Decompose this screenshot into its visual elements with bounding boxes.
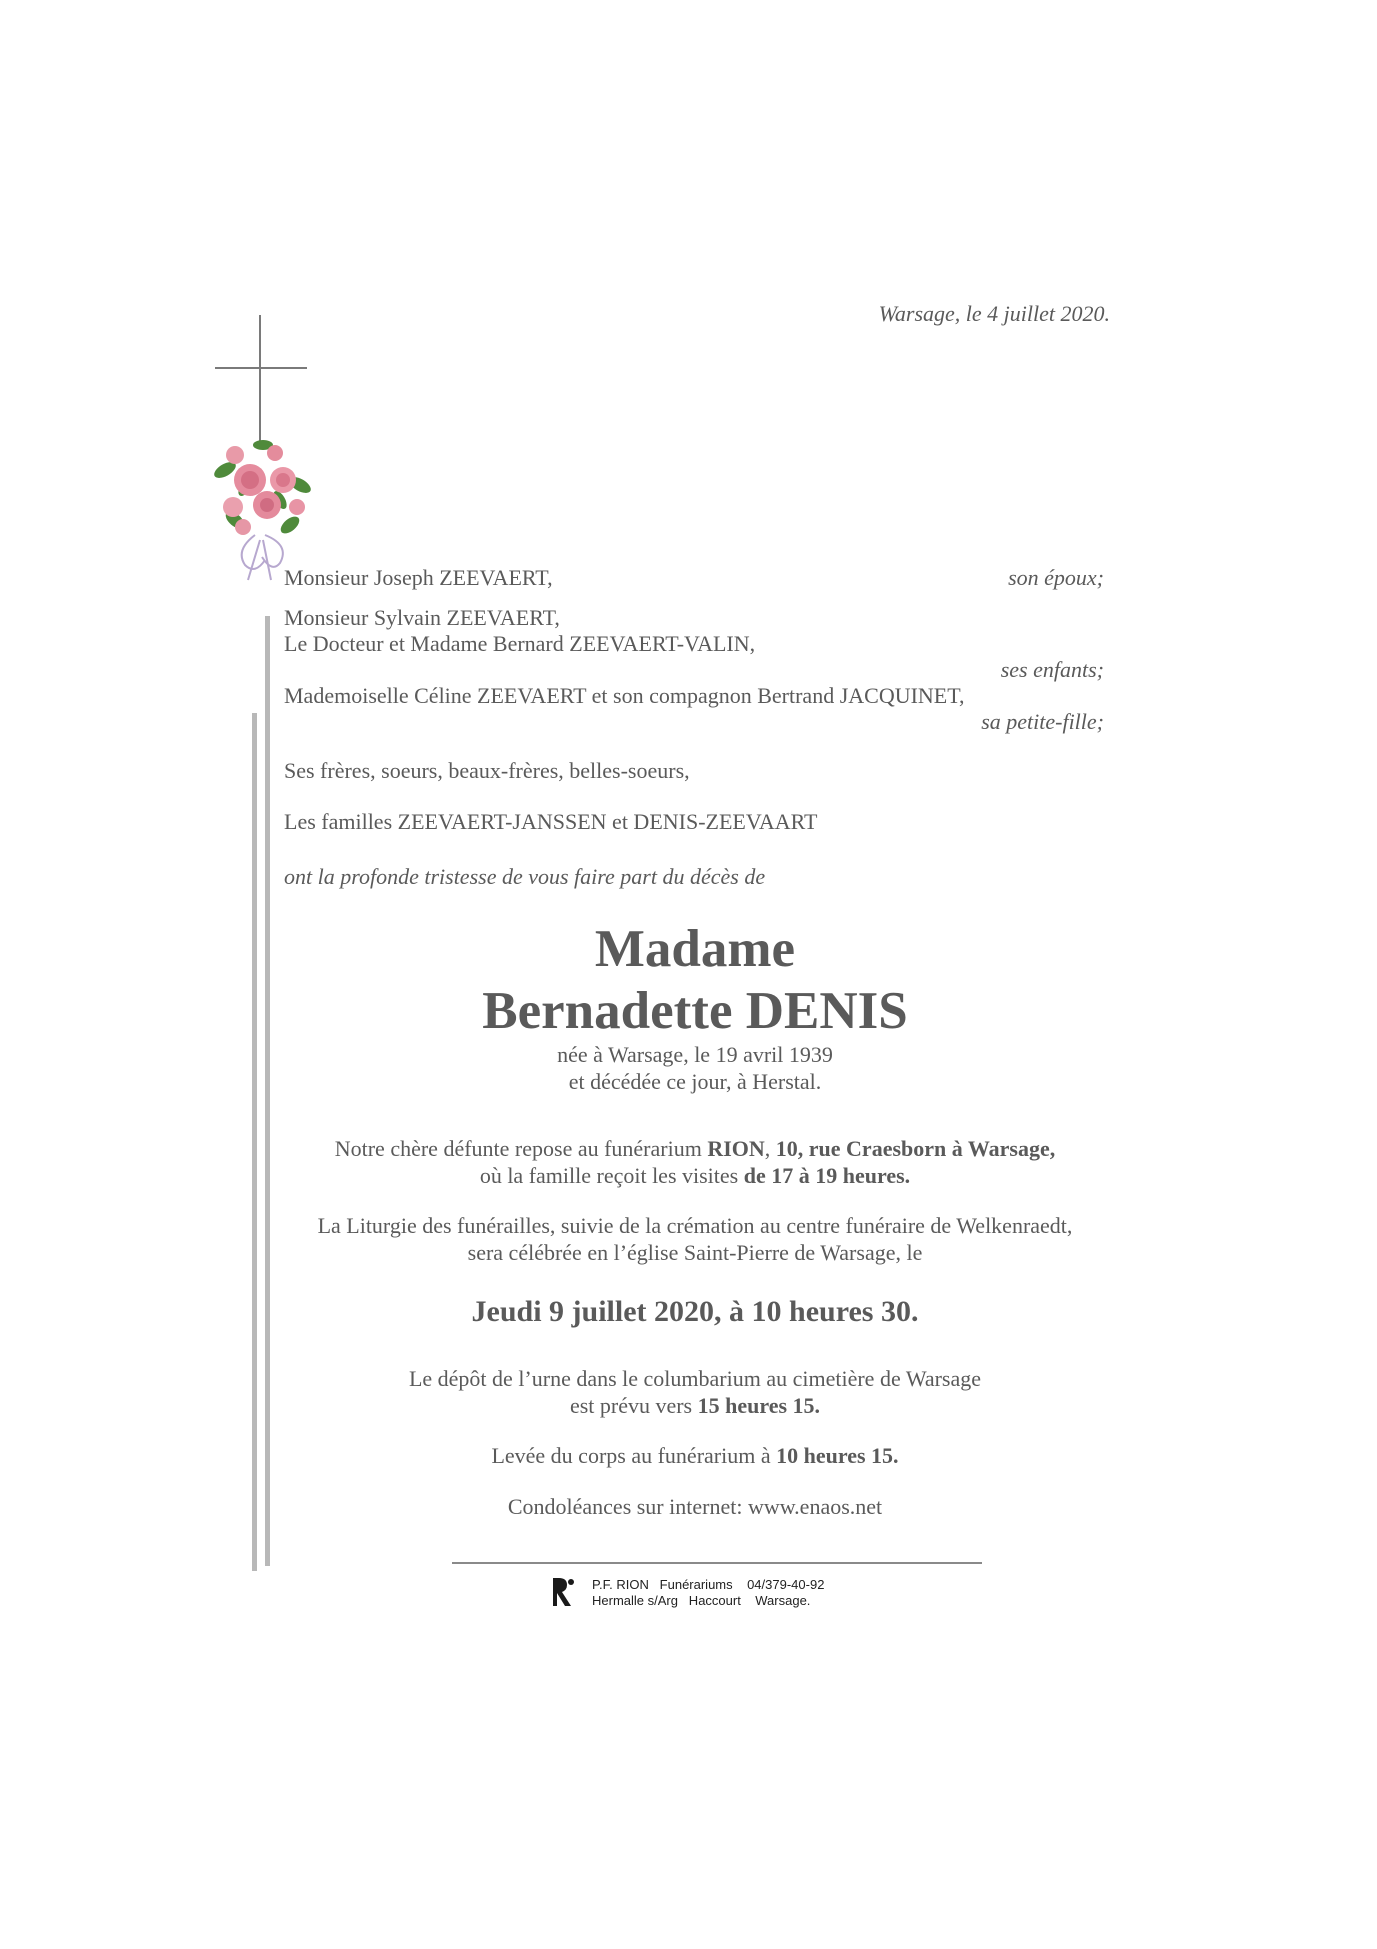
- child-name: Le Docteur et Madame Bernard ZEEVAERT-VALIN,: [284, 631, 756, 656]
- visit-line-1: Notre chère défunte repose au funérarium RION, 10, rue Craesborn à Warsage,: [334, 1136, 1056, 1161]
- deceased-dates: [200, 1041, 1190, 1095]
- liturgy-line-1: La Liturgie des funérailles, suivie de la crémation au centre funéraire de Welkenraedt,: [317, 1213, 1073, 1238]
- announcement-intro: ont la profonde tristesse de vous faire part du décès de: [284, 864, 766, 889]
- funeral-home-logo-icon: [553, 1576, 579, 1608]
- deceased-name: Bernadette DENIS: [482, 982, 908, 1040]
- visit-info: [200, 1135, 1190, 1189]
- funeral-home-info: [592, 1577, 824, 1609]
- footer-divider: [452, 1562, 982, 1564]
- funeral-home-line-2: Hermalle s/Arg Haccourt Warsage.: [592, 1593, 811, 1608]
- rose-bouquet-icon: [205, 425, 320, 585]
- cross-icon-horizontal: [215, 367, 307, 369]
- spouse-name: Monsieur Joseph ZEEVAERT,: [284, 565, 553, 590]
- liturgy-line-2: sera célébrée en l’église Saint-Pierre de Warsage, le: [467, 1240, 923, 1265]
- family-children: [284, 605, 1104, 735]
- notice-date: Warsage, le 4 juillet 2020.: [878, 301, 1110, 326]
- urn-line-2: est prévu vers 15 heures 15.: [569, 1393, 821, 1418]
- birth-info: née à Warsage, le 19 avril 1939: [557, 1042, 833, 1067]
- death-info: et décédée ce jour, à Herstal.: [568, 1069, 822, 1094]
- child-name: Monsieur Sylvain ZEEVAERT,: [284, 605, 560, 630]
- visit-line-2: où la famille reçoit les visites de 17 à 19 heures.: [479, 1163, 911, 1188]
- liturgy-info: [200, 1212, 1190, 1266]
- urn-info: [200, 1365, 1190, 1419]
- family-other: Les familles ZEEVAERT-JANSSEN et DENIS-ZEEVAART: [284, 809, 818, 834]
- funeral-home-line-1: P.F. RION Funérariums 04/379-40-92: [592, 1577, 825, 1592]
- urn-line-1: Le dépôt de l’urne dans le columbarium au cimetière de Warsage: [408, 1366, 982, 1391]
- levee-info: Levée du corps au funérarium à 10 heures 15.: [491, 1443, 899, 1468]
- condolences-info: Condoléances sur internet: www.enaos.net: [507, 1494, 883, 1519]
- grandchild-role: sa petite-fille;: [981, 709, 1104, 734]
- ceremony-date: Jeudi 9 juillet 2020, à 10 heures 30.: [471, 1295, 919, 1328]
- spouse-role: son époux;: [1008, 565, 1104, 590]
- family-siblings: Ses frères, soeurs, beaux-frères, belles-soeurs,: [284, 758, 690, 783]
- family-spouse: [284, 565, 1104, 591]
- children-role: ses enfants;: [1000, 657, 1104, 682]
- grandchild-name: Mademoiselle Céline ZEEVAERT et son compagnon Bertrand JACQUINET,: [284, 683, 965, 708]
- deceased-title: Madame: [594, 920, 796, 978]
